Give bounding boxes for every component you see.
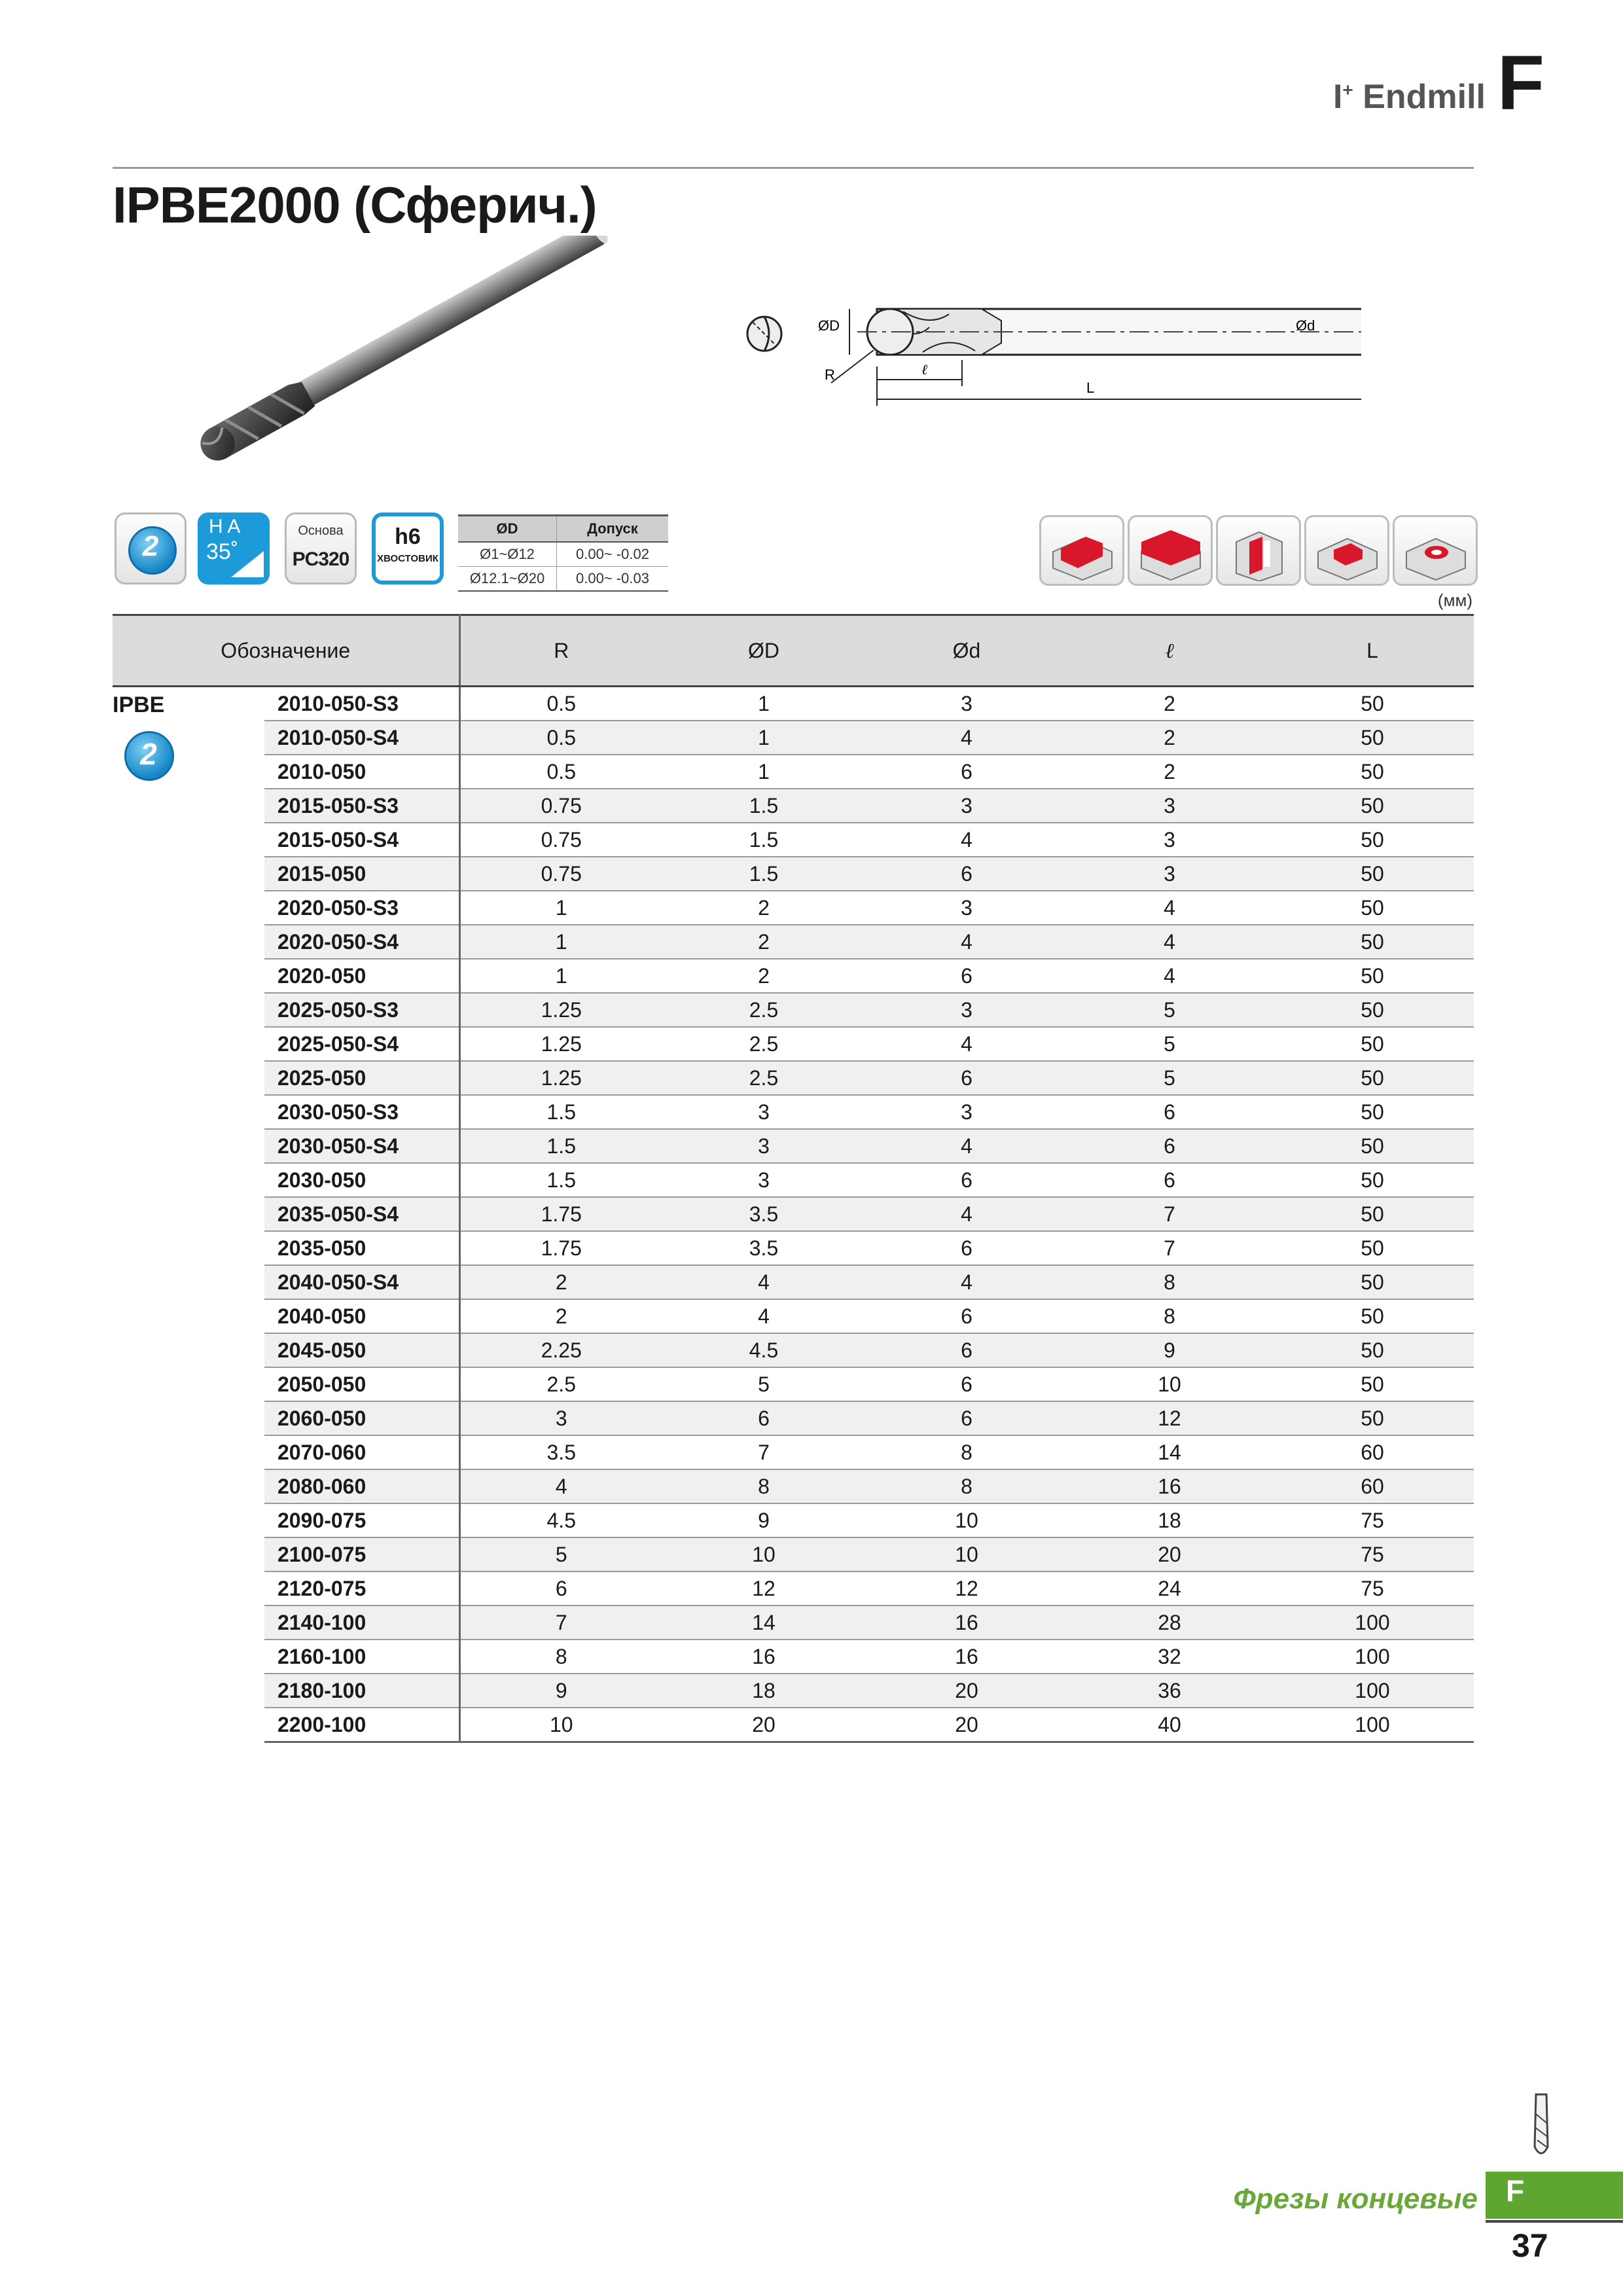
flute-length-cell: 2 <box>1068 721 1271 755</box>
d-cell: 3 <box>865 993 1068 1027</box>
od-cell: 3 <box>662 1163 865 1197</box>
table-row <box>113 1367 1474 1401</box>
od-cell: 18 <box>662 1674 865 1708</box>
d-cell: 10 <box>865 1503 1068 1537</box>
dimension-drawing <box>733 288 1361 419</box>
r-cell: 2 <box>459 1265 662 1299</box>
side-milling-icon <box>1216 515 1301 586</box>
helix-angle-badge: H A 35˚ <box>198 512 270 584</box>
r-cell: 1.5 <box>459 1095 662 1129</box>
designation-cell: 2010-050 <box>264 755 459 789</box>
section-letter: F <box>1497 40 1544 126</box>
d-cell: 6 <box>865 959 1068 993</box>
od-cell: 3.5 <box>662 1231 865 1265</box>
designation-cell: 2010-050-S4 <box>264 721 459 755</box>
table-row <box>113 1469 1474 1503</box>
r-cell: 7 <box>459 1605 662 1640</box>
d-cell: 8 <box>865 1469 1068 1503</box>
length-cell: 50 <box>1271 959 1474 993</box>
designation-cell: 2200-100 <box>264 1708 459 1742</box>
page-number: 37 <box>1512 2227 1548 2264</box>
pocketing-icon <box>1304 515 1389 586</box>
length-cell: 50 <box>1271 1265 1474 1299</box>
flute-length-cell: 36 <box>1068 1674 1271 1708</box>
od-cell: 1 <box>662 721 865 755</box>
d-cell: 20 <box>865 1674 1068 1708</box>
length-cell: 50 <box>1271 1231 1474 1265</box>
tolerance-row: Ø1~Ø12 0.00~ -0.02 <box>458 542 668 567</box>
tolerance-header-od: ØD <box>458 516 557 543</box>
designation-cell: 2010-050-S3 <box>264 687 459 721</box>
d-cell: 16 <box>865 1640 1068 1674</box>
tolerance-table <box>458 514 668 592</box>
length-cell: 50 <box>1271 1197 1474 1231</box>
product-table <box>113 614 1474 1743</box>
d-cell: 6 <box>865 1231 1068 1265</box>
table-row <box>113 721 1474 755</box>
od-cell: 16 <box>662 1640 865 1674</box>
r-cell: 9 <box>459 1674 662 1708</box>
od-cell: 3.5 <box>662 1197 865 1231</box>
header-flute-length: ℓ <box>1068 615 1271 687</box>
od-cell: 4 <box>662 1299 865 1333</box>
table-row <box>113 1163 1474 1197</box>
flute-length-cell: 8 <box>1068 1265 1271 1299</box>
footer-divider <box>1486 2220 1623 2223</box>
table-row <box>113 1265 1474 1299</box>
r-cell: 0.5 <box>459 687 662 721</box>
table-row <box>113 1708 1474 1742</box>
length-cell: 50 <box>1271 721 1474 755</box>
length-cell: 50 <box>1271 1401 1474 1435</box>
series-name: I+ Endmill <box>1332 78 1486 116</box>
length-cell: 50 <box>1271 687 1474 721</box>
flute-length-cell: 24 <box>1068 1571 1271 1605</box>
r-cell: 0.5 <box>459 721 662 755</box>
helix-angle-icon <box>231 551 264 577</box>
endmill-footer-icon <box>1522 2088 1561 2166</box>
od-cell: 7 <box>662 1435 865 1469</box>
od-cell: 1.5 <box>662 823 865 857</box>
designation-cell: 2035-050 <box>264 1231 459 1265</box>
table-row <box>113 993 1474 1027</box>
table-row <box>113 891 1474 925</box>
d-cell: 6 <box>865 857 1068 891</box>
d-cell: 6 <box>865 1401 1068 1435</box>
d-cell: 3 <box>865 789 1068 823</box>
d-cell: 6 <box>865 1061 1068 1095</box>
d-cell: 4 <box>865 823 1068 857</box>
flute-length-cell: 4 <box>1068 891 1271 925</box>
designation-cell: 2160-100 <box>264 1640 459 1674</box>
dim-length-label: L <box>1086 380 1095 396</box>
d-cell: 6 <box>865 1163 1068 1197</box>
d-cell: 6 <box>865 1333 1068 1367</box>
designation-cell: 2040-050-S4 <box>264 1265 459 1299</box>
designation-cell: 2045-050 <box>264 1333 459 1367</box>
table-row <box>113 687 1474 721</box>
r-cell: 1.25 <box>459 993 662 1027</box>
od-cell: 3 <box>662 1129 865 1163</box>
designation-cell: 2020-050-S4 <box>264 925 459 959</box>
od-cell: 10 <box>662 1537 865 1571</box>
d-cell: 4 <box>865 1129 1068 1163</box>
header-od: ØD <box>662 615 865 687</box>
od-cell: 2 <box>662 891 865 925</box>
length-cell: 50 <box>1271 755 1474 789</box>
od-cell: 8 <box>662 1469 865 1503</box>
length-cell: 50 <box>1271 857 1474 891</box>
od-cell: 5 <box>662 1367 865 1401</box>
od-cell: 12 <box>662 1571 865 1605</box>
dim-flute-label: ℓ <box>921 361 928 378</box>
flute-length-cell: 9 <box>1068 1333 1271 1367</box>
d-cell: 4 <box>865 1197 1068 1231</box>
od-cell: 1.5 <box>662 857 865 891</box>
r-cell: 3 <box>459 1401 662 1435</box>
d-cell: 4 <box>865 721 1068 755</box>
header-r: R <box>459 615 662 687</box>
designation-cell: 2025-050 <box>264 1061 459 1095</box>
flute-length-cell: 20 <box>1068 1537 1271 1571</box>
r-cell: 2.25 <box>459 1333 662 1367</box>
length-cell: 50 <box>1271 925 1474 959</box>
table-row <box>113 1095 1474 1129</box>
r-cell: 1.5 <box>459 1163 662 1197</box>
table-row <box>113 789 1474 823</box>
r-cell: 1.25 <box>459 1061 662 1095</box>
d-cell: 6 <box>865 1367 1068 1401</box>
r-cell: 2 <box>459 1299 662 1333</box>
od-cell: 1.5 <box>662 789 865 823</box>
d-cell: 3 <box>865 687 1068 721</box>
table-row <box>113 1061 1474 1095</box>
flute-length-cell: 2 <box>1068 755 1271 789</box>
flute-count-badge: 2 <box>115 512 187 584</box>
length-cell: 50 <box>1271 1129 1474 1163</box>
length-cell: 75 <box>1271 1571 1474 1605</box>
flute-length-cell: 12 <box>1068 1401 1271 1435</box>
flute-length-cell: 6 <box>1068 1163 1271 1197</box>
footer-tab-letter: F <box>1505 2174 1525 2208</box>
length-cell: 50 <box>1271 1095 1474 1129</box>
flute-length-cell: 28 <box>1068 1605 1271 1640</box>
table-row <box>113 1571 1474 1605</box>
r-cell: 6 <box>459 1571 662 1605</box>
length-cell: 50 <box>1271 1163 1474 1197</box>
d-cell: 10 <box>865 1537 1068 1571</box>
series-label: IPBE <box>113 692 165 717</box>
flute-length-cell: 16 <box>1068 1469 1271 1503</box>
designation-cell: 2120-075 <box>264 1571 459 1605</box>
header-divider <box>113 167 1474 169</box>
od-cell: 4.5 <box>662 1333 865 1367</box>
r-cell: 1 <box>459 959 662 993</box>
tolerance-header-tol: Допуск <box>557 516 669 543</box>
shank-tolerance-badge: h6 ХВОСТОВИК <box>372 512 444 584</box>
length-cell: 100 <box>1271 1605 1474 1640</box>
r-cell: 1.25 <box>459 1027 662 1061</box>
slotting-icon <box>1039 515 1124 586</box>
table-row <box>113 1197 1474 1231</box>
od-cell: 2.5 <box>662 1027 865 1061</box>
d-cell: 3 <box>865 1095 1068 1129</box>
length-cell: 75 <box>1271 1503 1474 1537</box>
table-row <box>113 1674 1474 1708</box>
designation-cell: 2140-100 <box>264 1605 459 1640</box>
flute-length-cell: 8 <box>1068 1299 1271 1333</box>
table-row <box>113 959 1474 993</box>
length-cell: 75 <box>1271 1537 1474 1571</box>
designation-cell: 2015-050 <box>264 857 459 891</box>
r-cell: 1 <box>459 891 662 925</box>
length-cell: 100 <box>1271 1674 1474 1708</box>
table-row <box>113 1027 1474 1061</box>
od-cell: 2 <box>662 959 865 993</box>
table-row <box>113 1401 1474 1435</box>
od-cell: 4 <box>662 1265 865 1299</box>
od-cell: 14 <box>662 1605 865 1640</box>
d-cell: 6 <box>865 1299 1068 1333</box>
flute-length-cell: 4 <box>1068 925 1271 959</box>
flute-count-badge: 2 <box>120 727 177 783</box>
length-cell: 60 <box>1271 1469 1474 1503</box>
d-cell: 4 <box>865 925 1068 959</box>
d-cell: 6 <box>865 755 1068 789</box>
header-length: L <box>1271 615 1474 687</box>
designation-cell: 2035-050-S4 <box>264 1197 459 1231</box>
table-row <box>113 1503 1474 1537</box>
r-cell: 0.75 <box>459 823 662 857</box>
flute-length-cell: 40 <box>1068 1708 1271 1742</box>
r-cell: 2.5 <box>459 1367 662 1401</box>
flute-length-cell: 32 <box>1068 1640 1271 1674</box>
designation-cell: 2100-075 <box>264 1537 459 1571</box>
unit-label: (мм) <box>1437 590 1472 610</box>
length-cell: 60 <box>1271 1435 1474 1469</box>
designation-cell: 2060-050 <box>264 1401 459 1435</box>
length-cell: 100 <box>1271 1708 1474 1742</box>
designation-cell: 2030-050-S3 <box>264 1095 459 1129</box>
flute-length-cell: 4 <box>1068 959 1271 993</box>
flute-length-cell: 3 <box>1068 823 1271 857</box>
table-row <box>113 1129 1474 1163</box>
od-cell: 2.5 <box>662 1061 865 1095</box>
length-cell: 50 <box>1271 1333 1474 1367</box>
r-cell: 5 <box>459 1537 662 1571</box>
designation-cell: 2070-060 <box>264 1435 459 1469</box>
series-cell <box>113 687 264 1742</box>
table-row <box>113 1231 1474 1265</box>
flute-length-cell: 7 <box>1068 1231 1271 1265</box>
dim-radius-label: R <box>825 367 835 383</box>
designation-cell: 2090-075 <box>264 1503 459 1537</box>
r-cell: 1.75 <box>459 1231 662 1265</box>
flute-length-cell: 5 <box>1068 993 1271 1027</box>
flute-length-cell: 5 <box>1068 1061 1271 1095</box>
d-cell: 4 <box>865 1027 1068 1061</box>
od-cell: 20 <box>662 1708 865 1742</box>
d-cell: 12 <box>865 1571 1068 1605</box>
length-cell: 50 <box>1271 1367 1474 1401</box>
designation-cell: 2030-050-S4 <box>264 1129 459 1163</box>
r-cell: 0.5 <box>459 755 662 789</box>
face-milling-icon <box>1128 515 1213 586</box>
page-title: IPBE2000 (Сферич.) <box>113 176 597 234</box>
grade-badge: Основа PC320 <box>285 512 357 584</box>
dim-shank-label: Ød <box>1296 317 1315 334</box>
flute-length-cell: 3 <box>1068 857 1271 891</box>
end-view-icon <box>747 317 781 351</box>
flute-length-cell: 6 <box>1068 1129 1271 1163</box>
od-cell: 6 <box>662 1401 865 1435</box>
length-cell: 50 <box>1271 1299 1474 1333</box>
length-cell: 50 <box>1271 1027 1474 1061</box>
designation-cell: 2030-050 <box>264 1163 459 1197</box>
designation-cell: 2025-050-S3 <box>264 993 459 1027</box>
table-row <box>113 1299 1474 1333</box>
length-cell: 100 <box>1271 1640 1474 1674</box>
tolerance-row: Ø12.1~Ø20 0.00~ -0.03 <box>458 567 668 592</box>
flute-length-cell: 14 <box>1068 1435 1271 1469</box>
r-cell: 8 <box>459 1640 662 1674</box>
table-header-row <box>113 615 1474 687</box>
table-row <box>113 755 1474 789</box>
length-cell: 50 <box>1271 789 1474 823</box>
r-cell: 0.75 <box>459 857 662 891</box>
designation-cell: 2020-050 <box>264 959 459 993</box>
r-cell: 10 <box>459 1708 662 1742</box>
table-row <box>113 1435 1474 1469</box>
table-row <box>113 1605 1474 1640</box>
flute-length-cell: 5 <box>1068 1027 1271 1061</box>
table-row <box>113 1333 1474 1367</box>
length-cell: 50 <box>1271 1061 1474 1095</box>
endmill-photo <box>183 236 641 478</box>
table-row <box>113 1640 1474 1674</box>
od-cell: 2 <box>662 925 865 959</box>
designation-cell: 2080-060 <box>264 1469 459 1503</box>
designation-cell: 2020-050-S3 <box>264 891 459 925</box>
length-cell: 50 <box>1271 993 1474 1027</box>
od-cell: 3 <box>662 1095 865 1129</box>
plunge-icon <box>1393 515 1478 586</box>
d-cell: 3 <box>865 891 1068 925</box>
r-cell: 4.5 <box>459 1503 662 1537</box>
designation-cell: 2050-050 <box>264 1367 459 1401</box>
r-cell: 1 <box>459 925 662 959</box>
d-cell: 20 <box>865 1708 1068 1742</box>
od-cell: 2.5 <box>662 993 865 1027</box>
designation-cell: 2040-050 <box>264 1299 459 1333</box>
d-cell: 8 <box>865 1435 1068 1469</box>
table-row <box>113 857 1474 891</box>
length-cell: 50 <box>1271 891 1474 925</box>
r-cell: 1.75 <box>459 1197 662 1231</box>
od-cell: 1 <box>662 687 865 721</box>
header-d: Ød <box>865 615 1068 687</box>
r-cell: 1.5 <box>459 1129 662 1163</box>
flute-length-cell: 7 <box>1068 1197 1271 1231</box>
table-row <box>113 1537 1474 1571</box>
length-cell: 50 <box>1271 823 1474 857</box>
r-cell: 0.75 <box>459 789 662 823</box>
flute-length-cell: 18 <box>1068 1503 1271 1537</box>
designation-cell: 2180-100 <box>264 1674 459 1708</box>
header-designation: Обозначение <box>113 615 459 687</box>
dim-od-label: ØD <box>818 317 840 334</box>
flute-length-cell: 3 <box>1068 789 1271 823</box>
od-cell: 1 <box>662 755 865 789</box>
table-row <box>113 925 1474 959</box>
designation-cell: 2015-050-S4 <box>264 823 459 857</box>
designation-cell: 2015-050-S3 <box>264 789 459 823</box>
flute-length-cell: 2 <box>1068 687 1271 721</box>
d-cell: 16 <box>865 1605 1068 1640</box>
flute-length-cell: 10 <box>1068 1367 1271 1401</box>
r-cell: 3.5 <box>459 1435 662 1469</box>
r-cell: 4 <box>459 1469 662 1503</box>
table-row <box>113 823 1474 857</box>
d-cell: 4 <box>865 1265 1068 1299</box>
flute-length-cell: 6 <box>1068 1095 1271 1129</box>
footer-category: Фрезы концевые <box>1233 2183 1478 2215</box>
od-cell: 9 <box>662 1503 865 1537</box>
designation-cell: 2025-050-S4 <box>264 1027 459 1061</box>
